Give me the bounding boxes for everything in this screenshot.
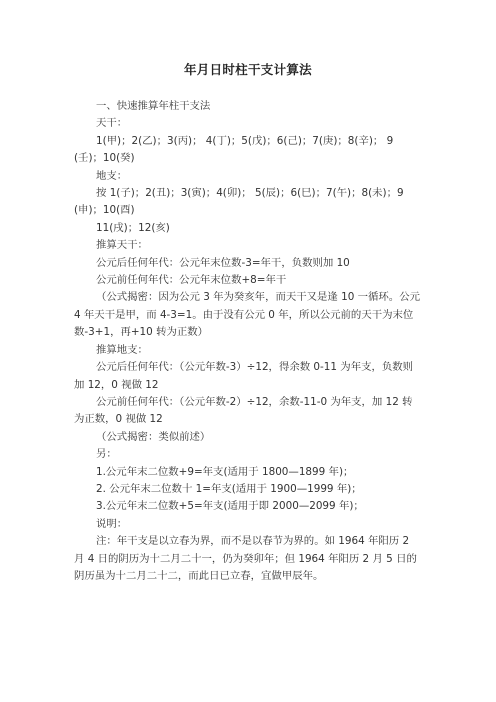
paragraph: （公式揭密：类似前述） — [96, 430, 211, 443]
paragraph: 推算地支： — [96, 343, 148, 356]
paragraph: 11(戌)；12(亥) — [96, 221, 170, 234]
paragraph: 2. 公元年末二位数十 1=年支(适用于 1900—1999 年)； — [96, 482, 362, 495]
paragraph: （公式揭密：因为公元 3 年为癸亥年，而天干又是逢 10 一循环。公元 4 年天干是甲，而 4-3=1。由于没有公元 0 年，所以公元前的天干为末位数-3+1，再+10 转为正数） — [74, 291, 420, 339]
paragraph: 地支： — [96, 169, 128, 182]
paragraph: 公元前任何年代：（公元年数-2）÷12，余数-11-0 为年支，加 12 转为正数，0 视做 12 — [74, 395, 413, 426]
paragraph: 公元前任何年代：公元年末位数+8=年干 — [96, 274, 287, 287]
paragraph: 推算天干： — [96, 239, 148, 252]
paragraph: 另： — [96, 448, 117, 461]
paragraph: 1(甲)；2(乙)；3(丙)； 4(丁)；5(戊)；6(己)；7(庚)；8(辛)； 9(壬)；10(癸) — [74, 134, 394, 165]
paragraph: 1.公元年末二位数+9=年支(适用于 1800—1899 年)； — [96, 465, 354, 478]
section-heading: 一、快速推算年柱干支法 — [96, 100, 211, 112]
paragraph: 公元后任何年代：公元年末位数-3=年干，负数则加 10 — [96, 256, 350, 269]
document-title: 年月日时柱干支计算法 — [183, 62, 312, 77]
paragraph: 注：年干支是以立春为界，而不是以春节为界的。如 1964 年阳历 2 月 4 日的阴历为十二月二十一，仍为癸卯年；但 1964 年阳历 2 月 5 日的阴历虽为十二月二十二，而此日已立春，宜做甲辰年。 — [74, 535, 417, 582]
paragraph: 按 1(子)；2(丑)；3(寅)；4(卯)； 5(辰)；6(巳)；7(午)；8(未)；9(申)；10(酉) — [74, 187, 404, 217]
paragraph: 3.公元年末二位数+5=年支(适用于即 2000—2099 年)； — [96, 500, 364, 513]
paragraph: 说明： — [96, 517, 128, 530]
paragraph: 天干： — [96, 117, 128, 130]
paragraph: 公元后任何年代：（公元年数-3）÷12，得余数 0-11 为年支，负数则加 12，0 视做 12 — [74, 361, 414, 391]
